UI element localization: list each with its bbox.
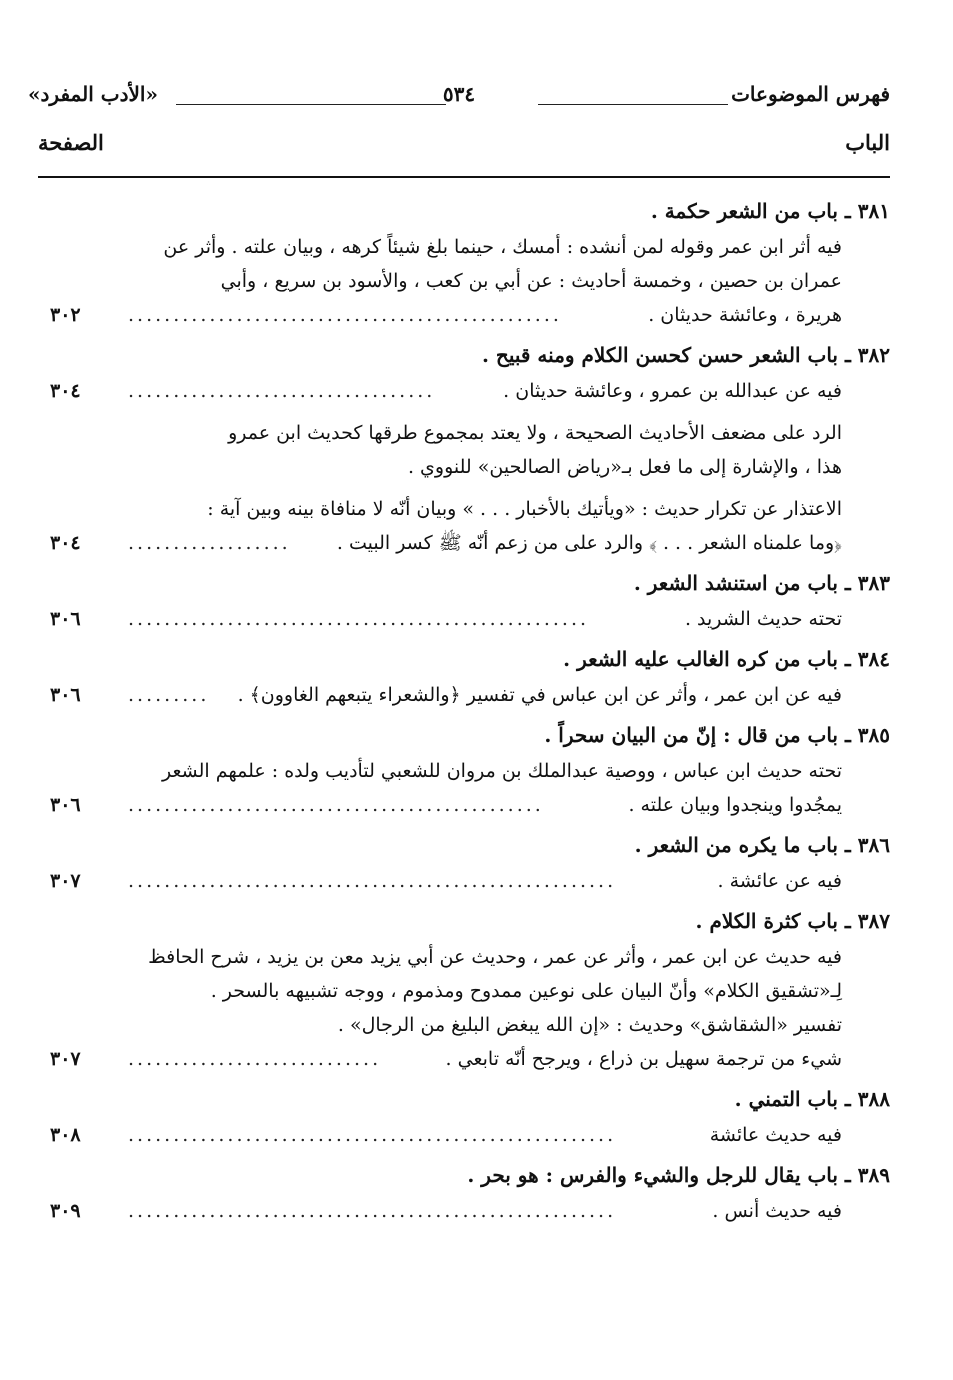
index-entry: [50, 1080, 890, 1152]
note-line: الرد على مضعف الأحاديث الصحيحة ، ولا يعتد بمجموع طرقها كحديث ابن عمرو: [228, 422, 842, 444]
entry-text: فيه حديث أنس .: [712, 1200, 842, 1222]
index-entry: [50, 564, 890, 636]
dot-leader: ...................................................: [128, 608, 590, 630]
chapter-title: ٣٨١ ـ باب من الشعر حكمة .: [650, 199, 890, 223]
chapter-column-label: الباب: [845, 130, 890, 155]
entry-text: ﴿وما علمناه الشعر . . . ﴾ والرد على من زعم أنّه ﷺ كسر البيت .: [336, 532, 842, 554]
paragraph-gap: [50, 484, 890, 492]
entry-text: فيه حديث عائشة: [709, 1124, 842, 1146]
page-ref: ٣٠٩: [50, 1200, 81, 1222]
dot-leader: ......................................................: [128, 1200, 617, 1222]
entry-line: فيه أثر ابن عمر وقوله لمن أنشده : أمسك ، حينما بلغ شيئاً كرهه ، وبيان علته . وأثر عن: [163, 236, 842, 258]
chapter-title: ٣٨٧ ـ باب كثرة الكلام .: [695, 909, 890, 933]
leader-row: [50, 864, 890, 898]
leader-row: [50, 1042, 890, 1076]
entry-text: شيء من ترجمة سهيل بن ذراع ، ويرجح أنّه تابعي .: [445, 1048, 842, 1070]
leader-row: [50, 678, 890, 712]
note-line: هذا ، والإشارة إلى ما فعل بـ«رياض الصالحين» للنووي .: [407, 456, 842, 478]
entry-text: يمجُدوا وينجدوا وبيان علته .: [628, 794, 842, 816]
page-ref: ٣٠٨: [50, 1124, 81, 1146]
chapter-title: ٣٨٤ ـ باب من كره الغالب عليه الشعر .: [563, 647, 890, 671]
index-entry: [50, 1156, 890, 1228]
leader-row: [50, 526, 890, 560]
page-ref: ٣٠٤: [50, 380, 81, 402]
page-ref: ٣٠٦: [50, 794, 81, 816]
entry-line: تحته حديث ابن عباس ، ووصية عبدالملك بن مروان للشعبي لتأديب ولده : علمهم الشعر: [162, 760, 842, 782]
entry-line: فيه حديث عن ابن عمر ، وأثر عن عمر ، وحديث عن أبي يزيد معن بن يزيد ، شرح الحافظ: [148, 946, 842, 968]
chapter-title: ٣٨٢ ـ باب الشعر حسن كحسن الكلام ومنه قبيح .: [482, 343, 890, 367]
page-ref: ٣٠٤: [50, 532, 81, 554]
page-column-label: الصفحة: [38, 130, 104, 155]
leader-row: [50, 298, 890, 332]
leader-row: [50, 1118, 890, 1152]
leader-row: [50, 788, 890, 822]
dot-leader: ..............................................: [128, 794, 544, 816]
dot-leader: .........: [128, 684, 210, 706]
entry-text: تحته حديث الشريد .: [684, 608, 842, 630]
page-number: ٥٣٤: [442, 82, 476, 106]
entry-text: فيه عن ابن عمر ، وأثر عن ابن عباس في تفسير ﴿والشعراء يتبعهم الغاوون﴾ .: [237, 684, 842, 706]
index-entry: [50, 192, 890, 332]
chapter-title: ٣٨٩ ـ باب يقال للرجل والشيء والفرس : هو بحر .: [467, 1163, 890, 1187]
entry-text: هريرة ، وعائشة حديثان .: [648, 304, 842, 326]
entry-line: تفسير «الشقاشق» وحديث : «إن الله يبغض البليغ من الرجال» .: [337, 1014, 842, 1036]
running-header: [28, 82, 890, 116]
page-ref: ٣٠٧: [50, 1048, 81, 1070]
chapter-title: ٣٨٨ ـ باب التمني .: [734, 1087, 890, 1111]
book-title: «الأدب المفرد»: [28, 82, 158, 106]
paragraph-gap: [50, 408, 890, 416]
section-title: فهرس الموضوعات: [731, 82, 890, 106]
entry-line: لِـ«تشقيق الكلام» وأنّ البيان على نوعين ممدوح ومذموم ، ووجه تشبيهه بالسحر .: [210, 980, 842, 1002]
entry-text: فيه عن عائشة .: [717, 870, 842, 892]
chapter-title: ٣٨٦ ـ باب ما يكره من الشعر .: [634, 833, 890, 857]
index-entry: [50, 902, 890, 1076]
leader-row: [50, 1194, 890, 1228]
index-entry: [50, 826, 890, 898]
note-line: الاعتذار عن تكرار حديث : «ويأتيك بالأخبار . . . » وبيان أنّه لا منافاة بينه وبين آية :: [207, 498, 842, 520]
header-rule: [38, 176, 890, 178]
page-ref: ٣٠٦: [50, 684, 81, 706]
entry-line: عمران بن حصين ، وخمسة أحاديث : عن أبي بن كعب ، والأسود بن سريع ، وأبي: [220, 270, 842, 292]
index-entry: [50, 336, 890, 560]
column-labels: [38, 130, 890, 162]
dot-leader: ..................: [128, 532, 291, 554]
page-ref: ٣٠٢: [50, 304, 81, 326]
dot-leader: ................................................: [128, 304, 562, 326]
leader-row: [50, 602, 890, 636]
index-entry: [50, 716, 890, 822]
entry-text: فيه عن عبدالله بن عمرو ، وعائشة حديثان .: [503, 380, 842, 402]
leader-row: [50, 374, 890, 408]
dot-leader: ......................................................: [128, 870, 617, 892]
chapter-title: ٣٨٥ ـ باب من قال : إنّ من البيان سحراً .: [544, 723, 890, 747]
dot-leader: ..................................: [128, 380, 436, 402]
page-ref: ٣٠٦: [50, 608, 81, 630]
index-entry: [50, 640, 890, 712]
header-line-right: [538, 104, 728, 105]
index-entries: [50, 192, 890, 1232]
dot-leader: ............................: [128, 1048, 382, 1070]
page-ref: ٣٠٧: [50, 870, 81, 892]
chapter-title: ٣٨٣ ـ باب من استنشد الشعر .: [633, 571, 890, 595]
dot-leader: ......................................................: [128, 1124, 617, 1146]
